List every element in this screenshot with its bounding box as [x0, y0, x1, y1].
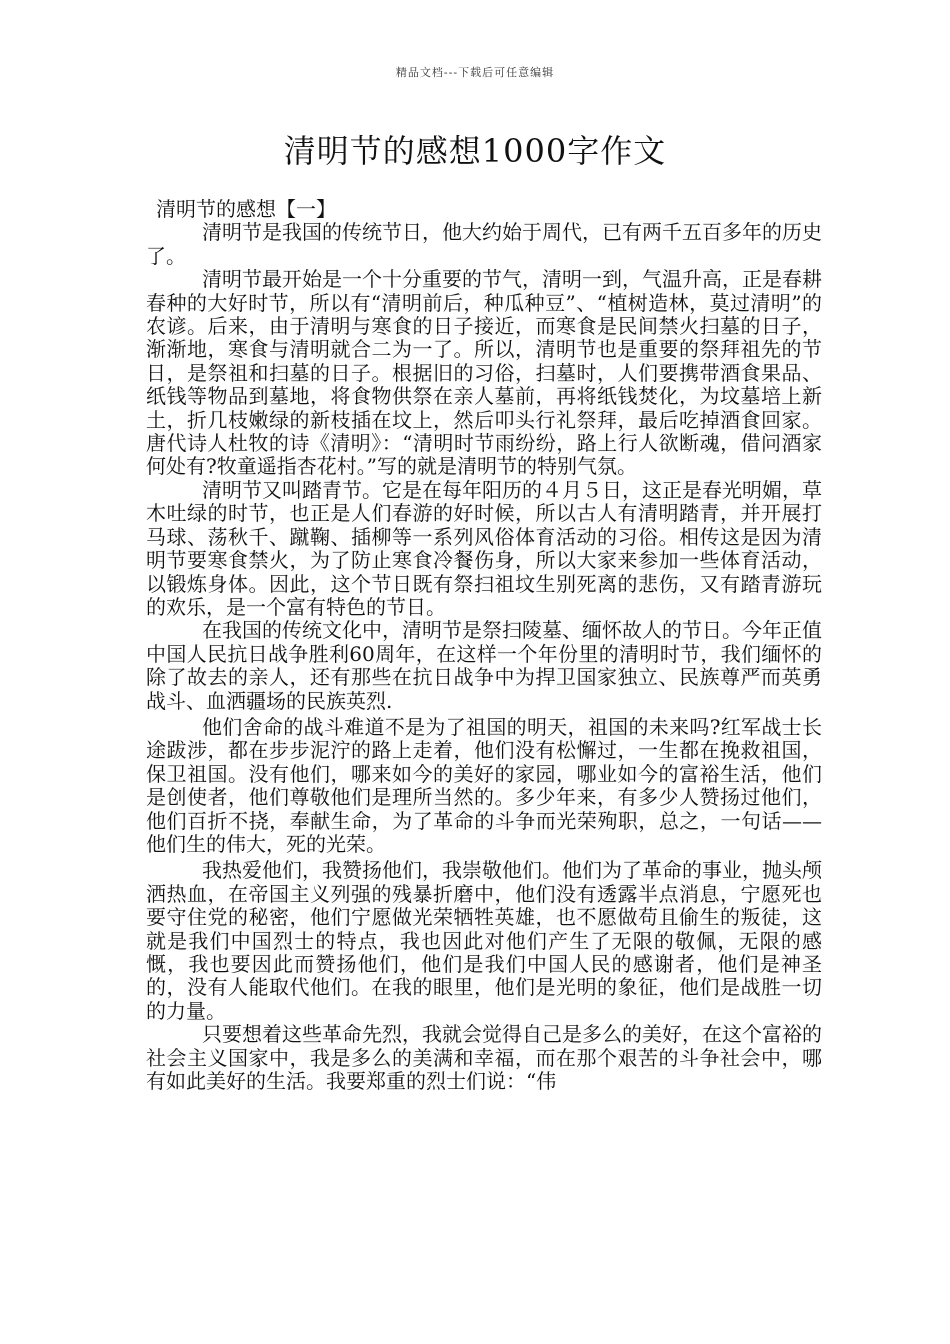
paragraph-4: 在我国的传统文化中，清明节是祭扫陵墓、缅怀故人的节日。今年正值中国人民抗日战争胜利60周年，在这样一个年份里的清明时节，我们缅怀的除了故去的亲人，还有那些在抗日战争中为捍卫国家独立、民族尊严而英勇战斗、血洒疆场的民族英烈.	[146, 618, 822, 713]
paragraph-5: 他们舍命的战斗难道不是为了祖国的明天，祖国的未来吗?红军战士长途跋涉，都在步步泥泞的路上走着，他们没有松懈过，一生都在挽救祖国，保卫祖国。没有他们，哪来如今的美好的家园，哪业如今的富裕生活，他们是创使者，他们尊敬他们是理所当然的。多少年来，有多少人赞扬过他们，他们百折不挠，奉献生命，为了革命的斗争而光荣殉职，总之，一句话——他们生的伟大，死的光荣。	[146, 714, 822, 856]
header-note: 精品文档---下载后可任意编辑	[395, 66, 555, 79]
paragraph-3: 清明节又叫踏青节。它是在每年阳历的４月５日，这正是春光明媚，草木吐绿的时节，也正是人们春游的好时候，所以古人有清明踏青，并开展打马球、荡秋千、蹴鞠、插柳等一系列风俗体育活动的习俗。相传这是因为清明节要寒食禁火，为了防止寒食冷餐伤身，所以大家来参加一些体育活动，以锻炼身体。因此，这个节日既有祭扫祖坟生别死离的悲伤，又有踏青游玩的欢乐，是一个富有特色的节日。	[146, 477, 822, 619]
paragraph-7: 只要想着这些革命先烈，我就会觉得自己是多么的美好，在这个富裕的社会主义国家中，我是多么的美满和幸福，而在那个艰苦的斗争社会中，哪有如此美好的生活。我要郑重的烈士们说：“伟	[146, 1022, 822, 1094]
document-body	[146, 198, 822, 1093]
document-title: 清明节的感想1000字作文	[283, 132, 667, 170]
paragraph-6: 我热爱他们，我赞扬他们，我崇敬他们。他们为了革命的事业，抛头颅洒热血，在帝国主义列强的残暴折磨中，他们没有透露半点消息，宁愿死也要守住党的秘密，他们宁愿做光荣牺牲英雄，也不愿做苟且偷生的叛徒，这就是我们中国烈士的特点，我也因此对他们产生了无限的敬佩，无限的感慨，我也要因此而赞扬他们，他们是我们中国人民的感谢者，他们是神圣的，没有人能取代他们。在我的眼里，他们是光明的象征，他们是战胜一切的力量。	[146, 858, 822, 1023]
paragraph-1: 清明节是我国的传统节日，他大约始于周代，已有两千五百多年的历史了。	[146, 220, 822, 268]
section-heading: 清明节的感想【一】	[156, 197, 336, 221]
paragraph-2: 清明节最开始是一个十分重要的节气，清明一到，气温升高，正是春耕春种的大好时节，所以有“清明前后，种瓜种豆”、“植树造林，莫过清明”的农谚。后来，由于清明与寒食的日子接近，而寒食是民间禁火扫墓的日子，渐渐地，寒食与清明就合二为一了。所以，清明节也是重要的祭拜祖先的节日，是祭祖和扫墓的日子。根据旧的习俗，扫墓时，人们要携带酒食果品、纸钱等物品到墓地，将食物供祭在亲人墓前，再将纸钱焚化，为坟墓培上新土，折几枝嫩绿的新枝插在坟上，然后叩头行礼祭拜，最后吃掉酒食回家。唐代诗人杜牧的诗《清明》：“清明时节雨纷纷，路上行人欲断魂，借问酒家何处有?牧童遥指杏花村。”写的就是清明节的特别气氛。	[146, 267, 822, 479]
